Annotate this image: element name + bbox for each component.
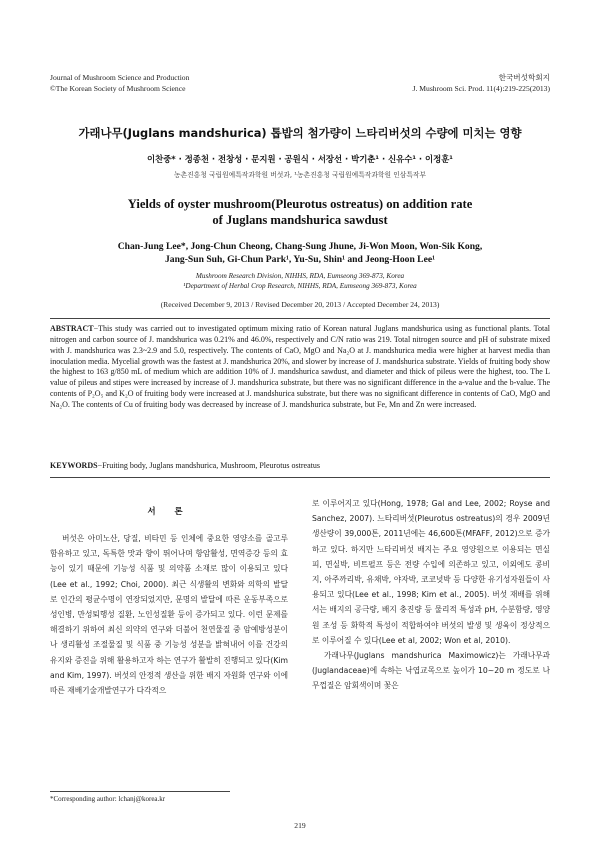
page-number: 219 xyxy=(294,821,306,830)
keywords-label: KEYWORDS xyxy=(50,461,98,470)
journal-header-left xyxy=(50,73,189,94)
intro-paragraph-1-continued: 로 이루어지고 있다(Hong, 1978; Gal and Lee, 2002; Royse and Sanchez, 2007). 느타리버섯(Pleurotus ostreatus)의 경우 2009년 생산량이 39,000톤, 2011년에는 46,600톤(MFAFF, 2012)으로 증가하고 있다. 하지만 느타리버섯 배지는 주요 영양원으로 이용되는 면실피, 면실박, 비트펄프 등은 전량 수입에 의존하고 있고, 이외에도 콩비지, 아주까리박, 유채박, 야자박, 코코넛박 등 다양한 유기성자원들이 사용되고 있다(Lee et al., 1998; Kim et al., 2005). 버섯 재배를 위해서는 배지의 공극량, 배지 충진량 등 물리적 특성과 pH, 수분함량, 영양원 조성 등 화학적 특성이 적합하여야 버섯의 발생 및 생육이 정상적으로 이루어질 수 있다(Lee et al, 2002; Won et al, 2010). xyxy=(312,499,550,645)
english-title-line1: Yields of oyster mushroom(Pleurotus ostreatus) on addition rate xyxy=(127,197,473,211)
english-authors-line2: Jang-Sun Suh, Gi-Chun Park¹, Yu-Su, Shin¹ and Jeong-Hoon Lee¹ xyxy=(165,254,435,265)
abstract-label: ABSTRACT xyxy=(50,324,94,333)
korean-authors: 이찬중* · 정종천 · 전창성 · 문지원 · 공원식 · 서장선 · 박기춘¹ · 신유수¹ · 이정훈¹ xyxy=(147,154,453,164)
footnote-rule xyxy=(50,791,230,792)
english-affiliation xyxy=(0,271,600,291)
abstract xyxy=(50,324,550,411)
english-title-line2: of Juglans mandshurica sawdust xyxy=(212,213,388,227)
section-title-introduction: 서 론 xyxy=(147,506,191,516)
korean-affiliation: 농촌진흥청 국립원예특작과학원 버섯과, ¹농촌진흥청 국립원예특작과학원 인삼특작부 xyxy=(173,171,427,179)
intro-paragraph-2: 가래나무(Juglans mandshurica Maximowicz)는 가래나무과(Juglandaceae)에 속하는 낙엽교목으로 높이가 10~20 m 정도로 나무껍질은 암회색이며 꽃은 xyxy=(312,651,550,691)
received-dates: (Received December 9, 2013 / Revised December 20, 2013 / Accepted December 24, 2013) xyxy=(160,300,440,309)
keywords-bottom-rule xyxy=(50,477,550,478)
english-authors xyxy=(0,240,600,266)
intro-paragraph-1: 버섯은 아미노산, 당질, 비타민 등 인체에 중요한 영양소를 골고루 함유하고 있고, 독특한 맛과 향이 뛰어나며 항암활성, 면역증강 등의 효능이 있기 때문에 기능성 식품 및 의약품 소재로 많이 이용되고 있다(Lee et al., 1992; Choi, 2000). 최근 식생활의 변화와 의학의 발달로 인간의 평균수명이 연장되었지만, 문명의 발달에 따른 운동부족으로 성인병, 만성퇴행성 질환, 노인성질환 등이 증가되고 있다. 이런 문제를 해결하기 위하여 최신 의약의 연구와 더불어 천연물질 중 암예방성분이나 생리활성 조절물질 및 식품 중 기능성 성분을 밝혀내어 이를 건강의 유지와 증진을 위해 활용하고자 하는 연구가 활발히 진행되고 있다(Kim and Kim, 1997). 버섯의 안정적 생산을 위한 배지 자원화 연구와 이에 따른 재배기술개발연구가 다각적으 xyxy=(50,534,288,696)
keywords xyxy=(50,461,550,472)
citation-info: J. Mushroom Sci. Prod. 11(4):219-225(2013) xyxy=(412,83,550,93)
english-title xyxy=(0,196,600,228)
abstract-top-rule xyxy=(50,318,550,319)
keywords-text: −Fruiting body, Juglans mandshurica, Mushroom, Pleurotus ostreatus xyxy=(97,461,320,470)
society-copyright: ©The Korean Society of Mushroom Science xyxy=(50,83,186,93)
journal-name: Journal of Mushroom Science and Production xyxy=(50,73,190,82)
abstract-text: −This study was carried out to investigated optimum mixing ratio of Korean natural Juglans mandshurica using as functional plants. Total nitrogen and carbon source of J. mandshurica was 0.21% and 46.0%, respectively and C/N ratio was 219. Total nitrogen source and pH of substrate mixed with J. mandshurica was 2.3~2.9 and 5.0, respectively. The contents of CaO, MgO and Na₂O at J. mandshurica media were higher at harvest media than inoculation media. Mycelial growth was the fastest at J. mandshurica 20%, and slower by increase of J. mandshurica substrate. Yields of fruiting body show the highest to 163 g/850 mL of medium which are addition 10% of J. mandshurica sawdust, and diameter and thick of pileus were the highest, too. The L value of pileus and stipes were increased by increase of J. mandshurica substrate, but there was no significant difference in the a-value and the b-value. The contents of P₂O₅ and K₂O of fruiting body were increased at J. mandshurica substrate, but there was no significant difference in contents of CaO, MgO and Na₂O. The contents of Cu of fruiting body was decreased by increase of J. mandshurica substrate, but Fe, Mn and Zn were increased. xyxy=(50,324,550,409)
affiliation-line1: Mushroom Research Division, NIHHS, RDA, Eumseong 369-873, Korea xyxy=(195,272,405,280)
right-column xyxy=(312,496,550,694)
affiliation-line2: ¹Department of Herbal Crop Research, NIHHS, RDA, Eumseong 369-873, Korea xyxy=(183,282,417,290)
corresponding-author-footnote: *Corresponding author: lchanj@korea.kr xyxy=(50,795,166,803)
korean-title: 가래나무(Juglans mandshurica) 톱밥의 첨가량이 느타리버섯의 수량에 미치는 영향 xyxy=(78,126,522,140)
journal-header-right xyxy=(413,73,550,94)
english-authors-line1: Chan-Jung Lee*, Jong-Chun Cheong, Chang-Sung Jhune, Ji-Won Moon, Won-Sik Kong, xyxy=(117,241,483,252)
journal-name-korean: 한국버섯학회지 xyxy=(498,73,550,82)
left-column xyxy=(50,531,288,698)
